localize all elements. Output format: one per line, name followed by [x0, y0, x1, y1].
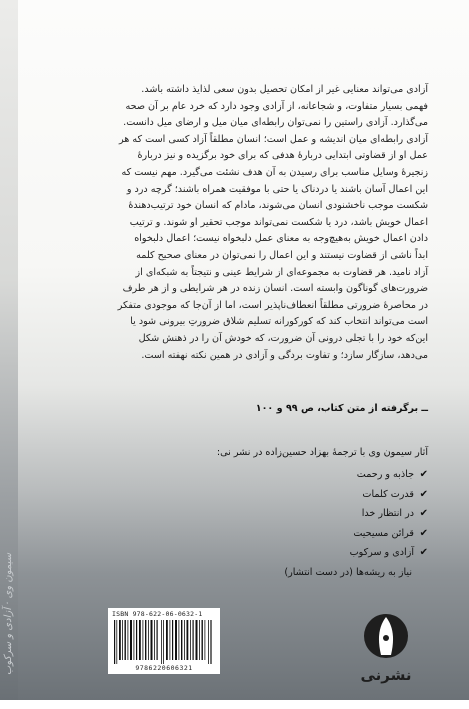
check-icon: ✔	[419, 508, 428, 519]
blurb-line: زنجیرهٔ وسایل مناسب برای رسیدن به آن هدف نشئت می‌گیرد. مهم نیست که	[121, 166, 428, 178]
list-item	[120, 504, 428, 524]
blurb-line: عمل او از قضاوتی ابتدایی درباره‌ٔ هدفی که برای خود برگزیده و نیز درباره‌ٔ	[137, 150, 428, 162]
check-icon: ✔	[419, 547, 428, 558]
spine-text: سیمون وی · آزادی و سرکوب	[3, 552, 14, 676]
blurb-line: آزادی رابطه‌ای میان اندیشه و عمل است؛ انسان مطلقاً آزاد کسی است که هر	[118, 133, 428, 145]
work-title: قدرت کلمات	[362, 488, 414, 500]
check-icon: ✔	[419, 469, 428, 480]
check-icon: ✔	[419, 488, 428, 500]
blurb-line: است می‌تواند انتخاب کند که کورکورانه تسلیم شلاق ضرورتِ بیرونی شود یا	[130, 316, 428, 328]
blurb-line: این‌که خود را با تجلی درونی آن ضرورت، که خودش آن را در ذهنش شکل	[138, 332, 428, 344]
blurb-line: می‌دهد، سازگار سازد؛ و تفاوت بردگی و آزادی در همین نکته نهفته است.	[141, 349, 428, 361]
work-title: جاذبه و رحمت	[356, 469, 414, 480]
blurb-line: آزادی می‌تواند معنایی غیر از امکان تحصیل بدون سعی لذایذ داشته باشد.	[141, 84, 428, 95]
work-title: نیاز به ریشه‌ها (در دست انتشار)	[284, 566, 412, 578]
list-item	[120, 465, 428, 485]
blurb-line: دادن اعمال خویش به‌هیچ‌وجه به معنای عمل دلبخواه نیست؛ اعمال دلبخواه	[134, 233, 428, 245]
blurb-line: شکست موجب ناخشنودی انسان می‌شوند، مادام که انسان خود ترتیب‌دهندهٔ	[128, 200, 428, 212]
isbn-label: ISBN 978-622-06-0632-1	[112, 610, 203, 618]
check-icon: ✔	[419, 527, 428, 539]
blurb-line: می‌گذارد. آزادی راستین را نمی‌توان رابطه‌ای میان میل و ارضای میل دانست.	[123, 117, 428, 129]
work-title: آزادی و سرکوب	[349, 547, 414, 558]
blurb-line: ابداً ناشی از قضاوت نیستند و این اعمال را نمی‌توان در معنای صحیح کلمه	[136, 249, 428, 261]
blurb-text	[110, 82, 428, 364]
list-item	[120, 543, 428, 563]
source-note: ــ برگرفته از متن کتاب، ص ۹۹ و ۱۰۰	[255, 403, 428, 414]
list-item	[120, 485, 428, 505]
publisher-logo	[355, 608, 417, 688]
blurb-line: فهمی بسیار متفاوت، و شجاعانه، از آزادی وجود دارد که خرد عام بر آن صحه	[125, 100, 428, 112]
work-title: قرائن مسیحیت	[353, 527, 414, 539]
blurb-line: ضرورت‌های گوناگون وابسته است. انسان زنده در هر شرایطی و از هر طرف	[122, 283, 428, 295]
barcode-number: 9786220606321	[135, 664, 193, 672]
list-item	[120, 524, 428, 544]
blurb-line: در محاصرهٔ ضرورتی مطلقاً انعطاف‌ناپذیر است، اما از آن‌جا که موجودی متفکر	[117, 299, 428, 311]
blurb-line: این اعمال آسان باشند یا دردناک یا حتی با موفقیت همراه باشند؛ گرچه درد و	[126, 183, 428, 195]
works-list	[120, 465, 428, 582]
works-header: آثار سیمون وی با ترجمهٔ بهزاد حسین‌زاده در نشر نی:	[216, 447, 428, 458]
blurb-line: آزاد نامید. هر قضاوت به مجموعه‌ای از شرایط عینی و نتیجتاً به شبکه‌ای از	[135, 266, 428, 278]
list-item	[120, 563, 428, 583]
publisher-logo-icon	[355, 608, 417, 666]
publisher-name: نشرنی	[360, 666, 412, 684]
blurb-line: اعمال خویش باشد، درد یا شکست نمی‌تواند موجب تحقیر او شوند. و ترتیب	[129, 216, 428, 228]
isbn-barcode	[108, 608, 220, 674]
work-title: در انتظار خدا	[361, 508, 414, 519]
barcode	[112, 620, 216, 664]
